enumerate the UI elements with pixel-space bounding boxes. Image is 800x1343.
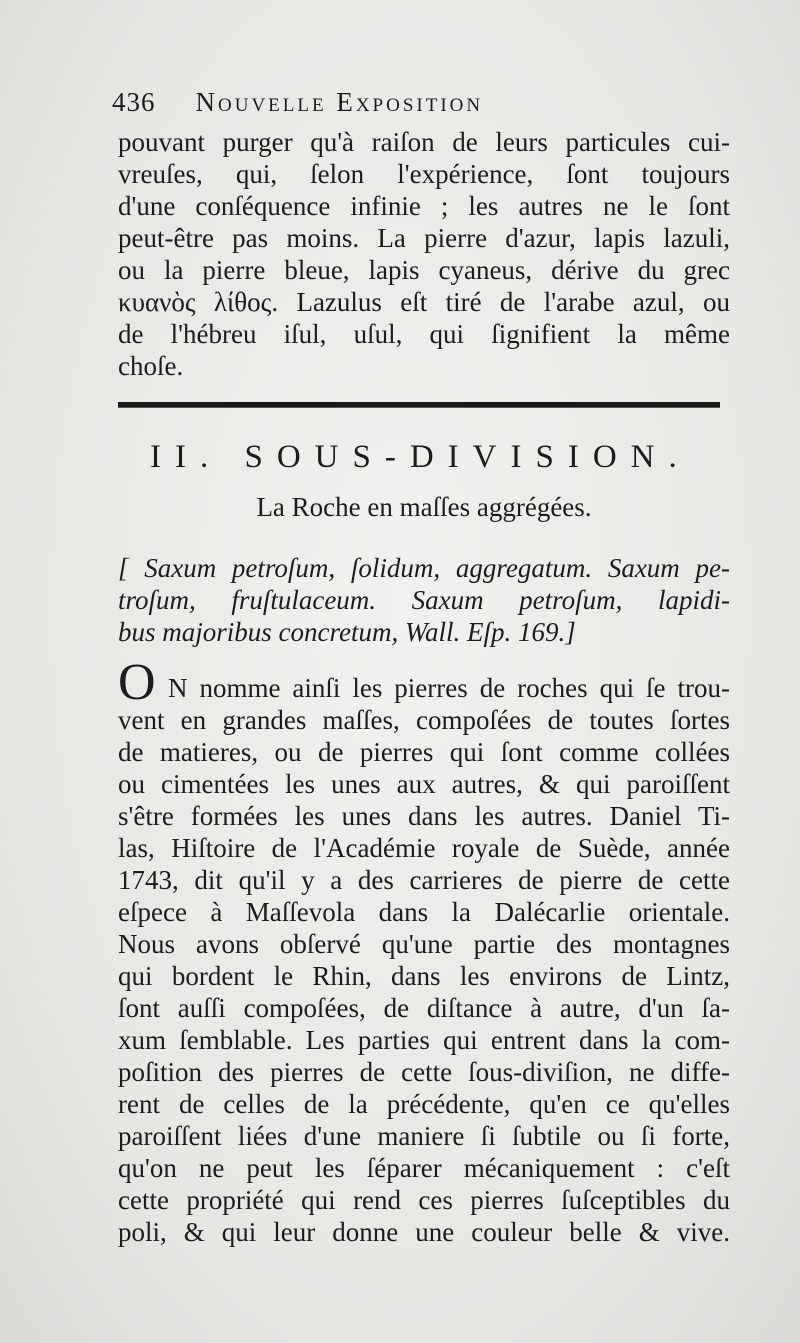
text-line: ou cimentées les unes aux autres, & qui paroiſſent: [118, 769, 730, 799]
text-line: ſont auſſi compoſées, de diſtance à autre, d'un ſa-: [118, 993, 730, 1023]
text-line: 1743, dit qu'il y a des carrieres de pierre de cette: [118, 865, 730, 895]
running-head: [112, 84, 632, 120]
citation-line: [ Saxum petroſum, ſolidum, aggregatum. Saxum pe-: [118, 553, 730, 583]
page-number: 436: [112, 87, 156, 117]
text-line: cette propriété qui rend ces pierres ſuſceptibles du: [118, 1185, 730, 1215]
text-line: xum ſemblable. Les parties qui entrent dans la com-: [118, 1025, 730, 1055]
text-line: N nomme ainſi les pierres de roches qui ſe trou-: [168, 673, 730, 703]
text-line: choſe.: [118, 351, 184, 381]
text-line: s'être formées les unes dans les autres. Daniel Ti-: [118, 801, 730, 831]
text-line: rent de celles de la précédente, qu'en ce qu'elles: [118, 1089, 730, 1119]
text-line: qui bordent le Rhin, dans les environs de Lintz,: [118, 961, 730, 991]
text-line: d'une conſéquence infinie ; les autres ne le ſont: [118, 191, 730, 221]
text-line: las, Hiſtoire de l'Académie royale de Suède, année: [118, 833, 730, 863]
text-line: pouvant purger qu'à raiſon de leurs particules cui-: [118, 127, 730, 157]
text-line: qu'on ne peut les ſéparer mécaniquement : c'eſt: [118, 1153, 730, 1183]
citation-line: bus majoribus concretum, Wall. Eſp. 169.]: [118, 617, 576, 647]
drop-cap: O: [118, 654, 156, 711]
text-line: vent en grandes maſſes, compoſées de toutes ſortes: [118, 705, 730, 735]
running-title: Nouvelle Exposition: [195, 87, 484, 117]
text-line: paroiſſent liées d'une maniere ſi ſubtile ou ſi forte,: [118, 1121, 730, 1151]
citation-line: troſum, fruſtulaceum. Saxum petroſum, lapidi-: [118, 585, 730, 615]
section-heading: II. SOUS-DIVISION.: [150, 439, 691, 475]
text-line: de matieres, ou de pierres qui ſont comme collées: [118, 737, 730, 767]
section-divider-rule: [118, 402, 720, 408]
text-line: eſpece à Maſſevola dans la Dalécarlie orientale.: [118, 897, 730, 927]
text-line: Nous avons obſervé qu'une partie des montagnes: [118, 929, 730, 959]
text-line: de l'hébreu iſul, uſul, qui ſignifient la même: [118, 319, 730, 349]
text-line: ou la pierre bleue, lapis cyaneus, dérive du grec: [118, 255, 730, 285]
text-line: κυανὸς λίθος. Lazulus eſt tiré de l'arabe azul, ou: [118, 287, 730, 317]
text-line: vreuſes, qui, ſelon l'expérience, ſont toujours: [118, 159, 730, 189]
section-subheading: La Roche en maſſes aggrégées.: [256, 492, 592, 522]
text-line: poſition des pierres de cette ſous-diviſion, ne diffe-: [118, 1057, 730, 1087]
text-line: peut-être pas moins. La pierre d'azur, lapis lazuli,: [118, 223, 730, 253]
text-line: poli, & qui leur donne une couleur belle & vive.: [118, 1217, 730, 1247]
